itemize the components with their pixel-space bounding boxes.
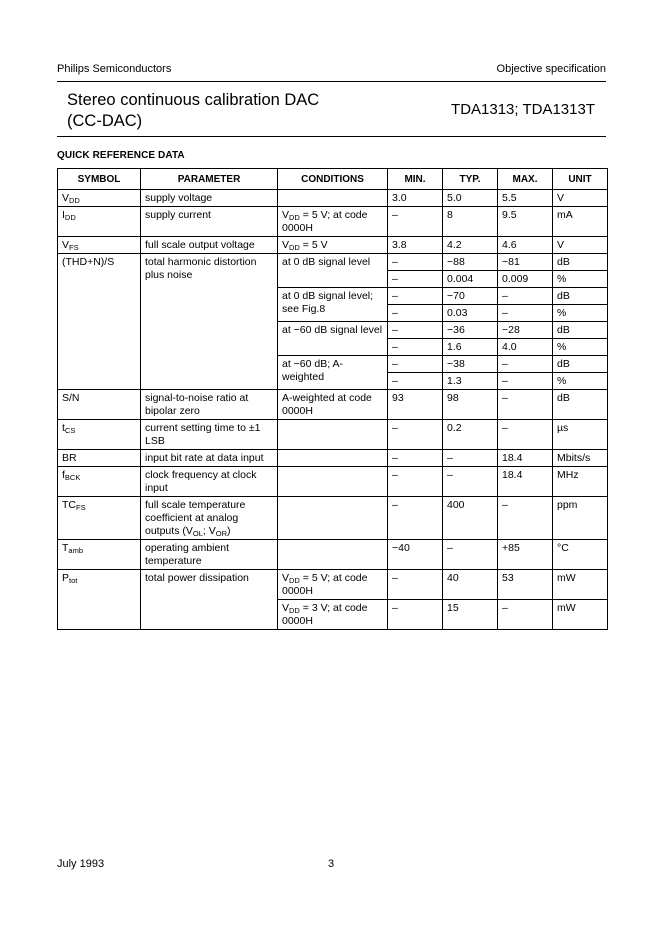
table-row [58, 540, 608, 570]
max-cell: 18.4 [498, 450, 553, 467]
max-cell: −28 [498, 322, 553, 339]
table-row [58, 497, 608, 540]
conditions-cell [278, 420, 388, 450]
typ-cell: 15 [443, 600, 498, 630]
min-cell: – [388, 450, 443, 467]
max-cell: – [498, 420, 553, 450]
header-max: MAX. [498, 169, 553, 190]
typ-cell: – [443, 450, 498, 467]
min-cell: – [388, 322, 443, 339]
max-cell: 18.4 [498, 467, 553, 497]
min-cell: – [388, 373, 443, 390]
parameter-cell: clock frequency at clock input [141, 467, 278, 497]
table-row [58, 450, 608, 467]
symbol-cell: $V_{FS}$ [58, 237, 141, 254]
min-cell: – [388, 288, 443, 305]
typ-cell: 0.004 [443, 271, 498, 288]
unit-cell: dB [553, 322, 608, 339]
symbol-cell: $P_{tot}$ [58, 570, 141, 630]
header-typ: TYP. [443, 169, 498, 190]
conditions-cell [278, 467, 388, 497]
header-rule [57, 81, 606, 82]
typ-cell: −36 [443, 322, 498, 339]
header-min: MIN. [388, 169, 443, 190]
table-row [58, 254, 608, 271]
table-row [58, 420, 608, 450]
min-cell: – [388, 207, 443, 237]
header-conditions: CONDITIONS [278, 169, 388, 190]
conditions-cell [278, 497, 388, 540]
header-parameter: PARAMETER [141, 169, 278, 190]
parameter-cell: signal-to-noise ratio at bipolar zero [141, 390, 278, 420]
conditions-cell [278, 190, 388, 207]
typ-cell: – [443, 467, 498, 497]
parameter-cell: full scale output voltage [141, 237, 278, 254]
title-line-1: Stereo continuous calibration DAC [67, 91, 320, 109]
conditions-cell: $V_{DD} = 5$ V; at code 0000H [278, 570, 388, 600]
symbol-cell: $t_{CS}$ [58, 420, 141, 450]
document-title [67, 90, 319, 132]
page-number: 3 [328, 858, 335, 870]
conditions-cell: A-weighted at code 0000H [278, 390, 388, 420]
typ-cell: −70 [443, 288, 498, 305]
max-cell: 4.6 [498, 237, 553, 254]
min-cell: – [388, 497, 443, 540]
conditions-cell: at 0 dB signal level [278, 254, 388, 288]
typ-cell: 0.03 [443, 305, 498, 322]
section-title: QUICK REFERENCE DATA [57, 150, 185, 161]
max-cell: 0.009 [498, 271, 553, 288]
typ-cell: 8 [443, 207, 498, 237]
table-row [58, 390, 608, 420]
min-cell: – [388, 570, 443, 600]
typ-cell: 1.3 [443, 373, 498, 390]
typ-cell: 400 [443, 497, 498, 540]
typ-cell: 40 [443, 570, 498, 600]
conditions-cell: at −60 dB signal level [278, 322, 388, 356]
table-header-row [58, 169, 608, 190]
unit-cell: mW [553, 570, 608, 600]
unit-cell: Mbits/s [553, 450, 608, 467]
max-cell: +85 [498, 540, 553, 570]
table-row [58, 570, 608, 600]
min-cell: – [388, 254, 443, 271]
symbol-cell: S/N [58, 390, 141, 420]
table-row [58, 237, 608, 254]
min-cell: – [388, 356, 443, 373]
conditions-cell: $V_{DD} = 5$ V [278, 237, 388, 254]
typ-cell: – [443, 540, 498, 570]
header-symbol: SYMBOL [58, 169, 141, 190]
unit-cell: V [553, 237, 608, 254]
unit-cell: mA [553, 207, 608, 237]
max-cell: 4.0 [498, 339, 553, 356]
parameter-cell: supply current [141, 207, 278, 237]
min-cell: – [388, 467, 443, 497]
max-cell: – [498, 600, 553, 630]
symbol-cell: $TC_{FS}$ [58, 497, 141, 540]
min-cell: – [388, 420, 443, 450]
conditions-cell: at 0 dB signal level; see Fig.8 [278, 288, 388, 322]
max-cell: 9.5 [498, 207, 553, 237]
unit-cell: % [553, 339, 608, 356]
table-row [58, 190, 608, 207]
parameter-cell: current setting time to ±1 LSB [141, 420, 278, 450]
typ-cell: 0.2 [443, 420, 498, 450]
title-rule [57, 136, 606, 137]
unit-cell: mW [553, 600, 608, 630]
parameter-cell: total power dissipation [141, 570, 278, 630]
unit-cell: V [553, 190, 608, 207]
conditions-cell: $V_{DD} = 3$ V; at code 0000H [278, 600, 388, 630]
typ-cell: 1.6 [443, 339, 498, 356]
min-cell: – [388, 339, 443, 356]
min-cell: – [388, 600, 443, 630]
unit-cell: µs [553, 420, 608, 450]
max-cell: – [498, 356, 553, 373]
max-cell: – [498, 305, 553, 322]
typ-cell: −88 [443, 254, 498, 271]
conditions-cell [278, 450, 388, 467]
typ-cell: 4.2 [443, 237, 498, 254]
typ-cell: 98 [443, 390, 498, 420]
unit-cell: ppm [553, 497, 608, 540]
typ-cell: −38 [443, 356, 498, 373]
min-cell: 3.0 [388, 190, 443, 207]
max-cell: 53 [498, 570, 553, 600]
part-number: TDA1313; TDA1313T [451, 101, 595, 118]
min-cell: 3.8 [388, 237, 443, 254]
parameter-cell: supply voltage [141, 190, 278, 207]
unit-cell: dB [553, 288, 608, 305]
max-cell: – [498, 373, 553, 390]
unit-cell: % [553, 271, 608, 288]
parameter-cell: input bit rate at data input [141, 450, 278, 467]
quick-reference-table [57, 168, 608, 630]
title-line-2: (CC-DAC) [67, 112, 143, 130]
min-cell: 93 [388, 390, 443, 420]
unit-cell: dB [553, 356, 608, 373]
conditions-cell: at −60 dB; A-weighted [278, 356, 388, 390]
min-cell: −40 [388, 540, 443, 570]
unit-cell: dB [553, 254, 608, 271]
symbol-cell: BR [58, 450, 141, 467]
symbol-cell: (THD+N)/S [58, 254, 141, 390]
unit-cell: % [553, 305, 608, 322]
min-cell: – [388, 271, 443, 288]
header-unit: UNIT [553, 169, 608, 190]
table-row [58, 467, 608, 497]
parameter-cell: total harmonic distortion plus noise [141, 254, 278, 390]
max-cell: – [498, 390, 553, 420]
max-cell: 5.5 [498, 190, 553, 207]
max-cell: – [498, 497, 553, 540]
spec-type: Objective specification [496, 63, 606, 75]
typ-cell: 5.0 [443, 190, 498, 207]
conditions-cell: $V_{DD} = 5$ V; at code 0000H [278, 207, 388, 237]
max-cell: −81 [498, 254, 553, 271]
unit-cell: °C [553, 540, 608, 570]
symbol-cell: $f_{BCK}$ [58, 467, 141, 497]
unit-cell: MHz [553, 467, 608, 497]
footer-date: July 1993 [57, 858, 105, 870]
unit-cell: % [553, 373, 608, 390]
conditions-cell [278, 540, 388, 570]
symbol-cell: $V_{DD}$ [58, 190, 141, 207]
unit-cell: dB [553, 390, 608, 420]
parameter-cell: full scale temperature coefficient at analog outputs ($V_{OL}$; $V_{OR}$) [141, 497, 278, 540]
parameter-cell: operating ambient temperature [141, 540, 278, 570]
company-name: Philips Semiconductors [57, 63, 172, 75]
table-row [58, 207, 608, 237]
max-cell: – [498, 288, 553, 305]
symbol-cell: $I_{DD}$ [58, 207, 141, 237]
min-cell: – [388, 305, 443, 322]
symbol-cell: $T_{amb}$ [58, 540, 141, 570]
